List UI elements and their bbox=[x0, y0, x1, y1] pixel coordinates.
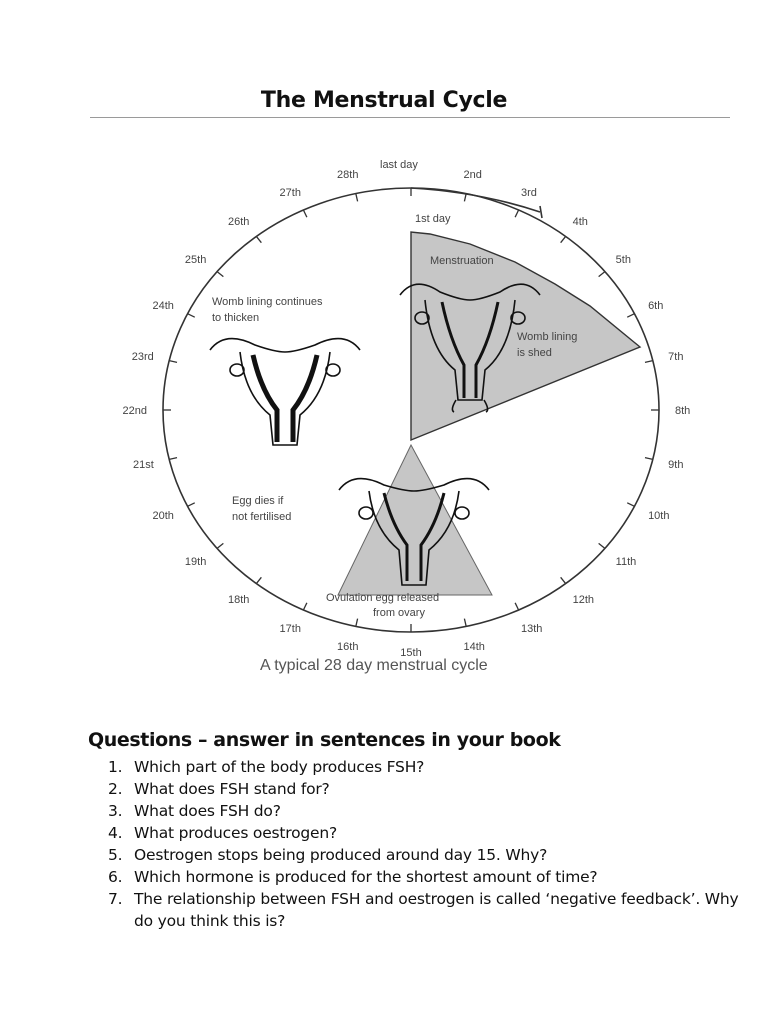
day-tick bbox=[217, 543, 223, 548]
day-label: 5th bbox=[615, 254, 631, 267]
day-label: 25th bbox=[184, 254, 207, 267]
day-tick bbox=[303, 603, 306, 610]
day-tick bbox=[515, 603, 518, 610]
day-tick bbox=[599, 272, 605, 277]
day-label: 27th bbox=[279, 186, 301, 199]
day-label: 24th bbox=[152, 300, 174, 313]
day-tick bbox=[627, 503, 634, 506]
egg-dies-label-line2: not fertilised bbox=[232, 511, 292, 523]
question-item: 3. What does FSH do? bbox=[108, 802, 281, 820]
day-label: 9th bbox=[668, 458, 684, 471]
day-tick bbox=[188, 503, 195, 506]
womb-thicken-label-line1: Womb lining continues bbox=[212, 296, 323, 308]
day-label: 12th bbox=[572, 594, 595, 607]
day-tick bbox=[256, 236, 261, 242]
question-item: 2. What does FSH stand for? bbox=[108, 780, 330, 798]
day-label: 17th bbox=[279, 623, 301, 636]
diagram-caption: A typical 28 day menstrual cycle bbox=[260, 657, 488, 674]
day-tick bbox=[561, 577, 566, 583]
cycle-start-arrow-tip bbox=[540, 206, 542, 218]
day-label: 18th bbox=[227, 594, 250, 607]
day-label: 21st bbox=[133, 458, 154, 471]
day-tick bbox=[303, 210, 306, 217]
question-item: 4. What produces oestrogen? bbox=[108, 824, 338, 842]
day-tick bbox=[256, 577, 261, 583]
question-item: 5. Oestrogen stops being produced around day 15. Why? bbox=[108, 846, 548, 864]
last-day-label: last day bbox=[380, 159, 418, 171]
day-label: 2nd bbox=[463, 169, 482, 182]
day-tick bbox=[561, 236, 566, 242]
questions-heading: Questions – answer in sentences in your book bbox=[88, 729, 561, 751]
womb-shed-label-line2: is shed bbox=[517, 347, 552, 359]
title-divider bbox=[90, 117, 730, 118]
ovulation-label-line2: from ovary bbox=[373, 607, 425, 619]
day-label: 20th bbox=[152, 509, 174, 522]
question-item: 6. Which hormone is produced for the shortest amount of time? bbox=[108, 868, 598, 886]
day-tick bbox=[464, 194, 466, 202]
day-label: 10th bbox=[648, 509, 670, 522]
day-label: 15th bbox=[400, 647, 422, 659]
day-label: 23rd bbox=[131, 351, 154, 364]
uterus-thickening-illustration bbox=[210, 339, 360, 445]
day-label: 8th bbox=[675, 405, 691, 417]
day-tick bbox=[217, 272, 223, 277]
day-tick bbox=[169, 361, 177, 363]
day-label: 14th bbox=[463, 640, 485, 653]
day-label: 22nd bbox=[122, 405, 147, 417]
day-label: 1st day bbox=[415, 213, 451, 225]
question-item: 7. The relationship between FSH and oestrogen is called ‘negative feedback’. Why do you think this is? bbox=[108, 890, 739, 930]
day-tick bbox=[188, 314, 195, 317]
day-label: 13th bbox=[521, 623, 543, 636]
day-label: 3rd bbox=[521, 186, 537, 199]
womb-thicken-label-line2: to thicken bbox=[212, 312, 260, 324]
womb-shed-label-line1: Womb lining bbox=[517, 331, 578, 343]
day-tick bbox=[645, 458, 653, 460]
day-tick bbox=[356, 619, 358, 627]
day-tick bbox=[169, 458, 177, 460]
question-list bbox=[108, 756, 748, 932]
day-tick bbox=[515, 210, 518, 217]
day-tick bbox=[599, 543, 605, 548]
day-tick bbox=[356, 194, 358, 202]
egg-dies-label-line1: Egg dies if bbox=[232, 495, 284, 507]
question-item: 1. Which part of the body produces FSH? bbox=[108, 758, 425, 776]
day-label: 19th bbox=[184, 555, 207, 568]
day-label: 11th bbox=[615, 555, 637, 568]
day-tick bbox=[645, 361, 653, 363]
ovulation-triangle bbox=[338, 445, 492, 595]
ovulation-label-line1: Ovulation egg released bbox=[326, 592, 440, 604]
day-tick bbox=[464, 619, 466, 627]
menstrual-cycle-diagram bbox=[0, 140, 768, 660]
day-label: 6th bbox=[648, 300, 664, 313]
day-label: 4th bbox=[572, 215, 588, 228]
day-label: 28th bbox=[337, 169, 359, 182]
day-label: 26th bbox=[227, 215, 250, 228]
day-label: 7th bbox=[668, 351, 684, 364]
day-tick bbox=[627, 314, 634, 317]
page-title: The Menstrual Cycle bbox=[260, 88, 508, 113]
day-label: 16th bbox=[337, 640, 359, 653]
menstruation-label: Menstruation bbox=[430, 255, 494, 267]
